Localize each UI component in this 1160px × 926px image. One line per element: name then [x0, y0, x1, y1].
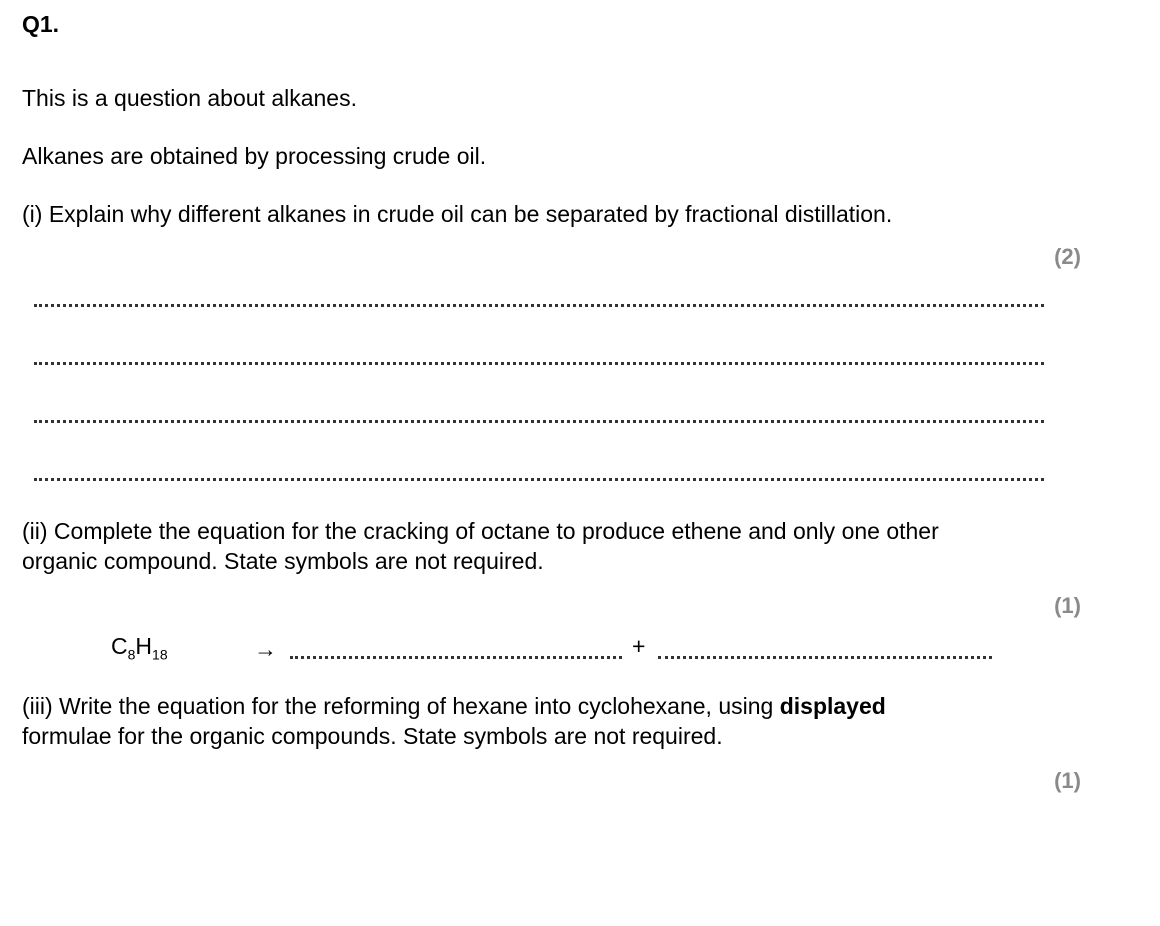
- part-ii-marks: (1): [1054, 593, 1081, 618]
- formula-c-subscript: 8: [127, 646, 136, 663]
- product-1-answer-line[interactable]: [290, 656, 622, 659]
- question-number: Q1.: [22, 11, 60, 37]
- answer-line-2[interactable]: [34, 362, 1044, 365]
- part-ii-prompt-line-2: organic compound. State symbols are not required.: [22, 548, 544, 574]
- part-iii-prompt-text: (iii) Write the equation for the reforming of hexane into cyclohexane, using: [22, 693, 780, 719]
- formula-h: H: [135, 633, 153, 659]
- part-iii-prompt-line-1: [22, 691, 886, 721]
- plus-sign: +: [632, 633, 646, 659]
- answer-line-3[interactable]: [34, 420, 1044, 423]
- product-2-answer-line[interactable]: [658, 656, 992, 659]
- question-intro: This is a question about alkanes.: [22, 85, 357, 111]
- part-i-marks: (2): [1054, 244, 1081, 269]
- part-iii-bold-word: displayed: [779, 693, 886, 719]
- part-iii-prompt-line-2: formulae for the organic compounds. State symbols are not required.: [22, 723, 723, 749]
- octane-formula: [111, 633, 168, 663]
- reaction-arrow: →: [254, 636, 277, 662]
- answer-line-4[interactable]: [34, 478, 1044, 481]
- part-ii-prompt-line-1: (ii) Complete the equation for the cracking of octane to produce ethene and only one other: [22, 518, 939, 544]
- part-iii-marks: (1): [1054, 768, 1081, 793]
- question-context: Alkanes are obtained by processing crude oil.: [22, 143, 487, 169]
- formula-h-subscript: 18: [152, 646, 168, 663]
- part-i-prompt: (i) Explain why different alkanes in crude oil can be separated by fractional distillation.: [22, 201, 893, 227]
- answer-line-1[interactable]: [34, 304, 1044, 307]
- formula-c: C: [111, 633, 128, 659]
